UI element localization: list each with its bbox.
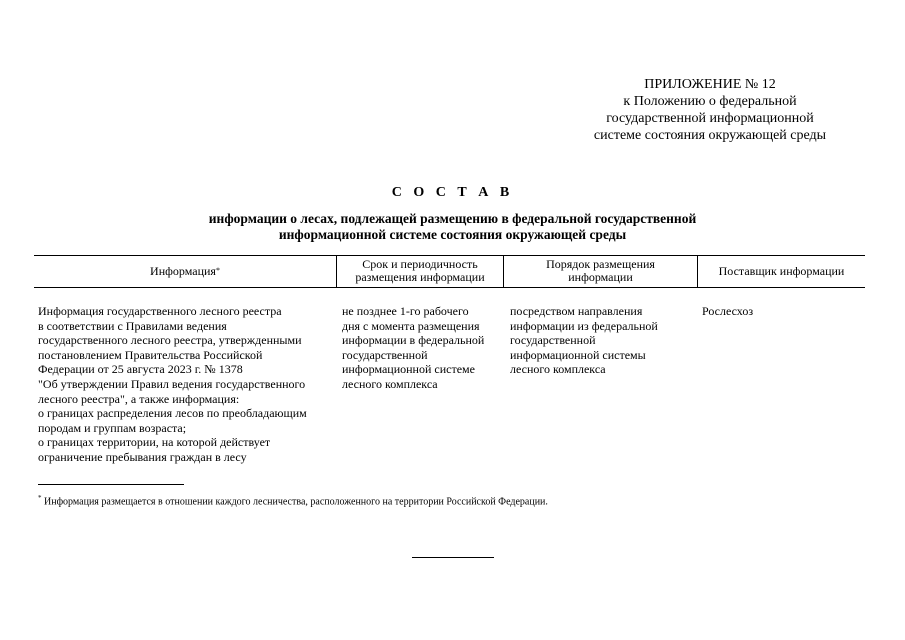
cell-info-line: ограничение пребывания граждан в лесу [38, 449, 247, 464]
header-supplier: Поставщик информации [718, 263, 845, 278]
cell-procedure-line: государственной [510, 333, 596, 348]
table-header-border [34, 287, 865, 288]
cell-period-line: не позднее 1-го рабочего [342, 304, 469, 318]
header-procedure [504, 255, 697, 287]
appendix-ref-line-2: государственной информационной [606, 111, 814, 126]
footnote-text: Информация размещается в отношении каждого лесничества, расположенного на территории Российской Федерации. [41, 496, 548, 508]
cell-period-line: государственной [342, 347, 428, 362]
appendix-ref-line-1: к Положению о федеральной [623, 94, 797, 109]
cell-info-line: лесного реестра", а также информация: [38, 391, 240, 406]
cell-period [342, 304, 484, 392]
header-period-line-1: Срок и периодичность [362, 257, 478, 271]
appendix-number: ПРИЛОЖЕНИЕ № 12 [644, 77, 776, 92]
header-procedure-line-1: Порядок размещения [546, 257, 655, 271]
cell-procedure-line: информационной системы [510, 347, 646, 362]
cell-procedure-line: посредством направления [510, 304, 643, 318]
cell-info-line: государственного лесного реестра, утвержденными [38, 333, 302, 348]
cell-info-line: постановлением Правительства Российской [38, 347, 263, 362]
cell-supplier: Рослесхоз [702, 304, 754, 318]
cell-info-line: Федерации от 25 августа 2023 г. № 1378 [38, 362, 243, 377]
header-info-label: Информация [150, 263, 216, 278]
footnote-marker: * [38, 494, 42, 502]
cell-info-line: о границах распределения лесов по преобладающим [38, 406, 307, 421]
cell-period-line: информационной системе [342, 362, 475, 377]
cell-info-line: породам и группам возраста; [38, 420, 187, 435]
end-separator [412, 557, 494, 558]
document-subtitle [0, 211, 905, 243]
cell-info-line: о границах территории, на которой действует [38, 435, 271, 450]
document-title: С О С Т А В [391, 185, 514, 200]
cell-info-line: Информация государственного лесного реестра [38, 304, 282, 318]
cell-procedure-line: лесного комплекса [510, 362, 606, 377]
appendix-ref-line-3: системе состояния окружающей среды [593, 128, 827, 143]
cell-info-line: "Об утверждении Правил ведения государственного [38, 376, 306, 391]
header-period-line-2: размещения информации [355, 270, 485, 284]
cell-procedure-line: информации из федеральной [510, 318, 658, 333]
cell-info [38, 304, 307, 465]
cell-procedure [510, 304, 658, 377]
cell-period-line: лесного комплекса [342, 376, 438, 391]
header-period [337, 255, 503, 287]
cell-info-line: в соответствии с Правилами ведения [38, 318, 227, 333]
header-procedure-line-2: информации [568, 270, 633, 284]
cell-period-line: информации в федеральной [342, 333, 485, 348]
footnote-separator [38, 484, 184, 485]
cell-period-line: дня с момента размещения [342, 318, 480, 333]
header-info: Информация * [150, 263, 220, 278]
subtitle-line-1: информации о лесах, подлежащей размещению в федеральной государственной [208, 211, 697, 226]
appendix-header [560, 76, 860, 144]
footnote [38, 494, 548, 507]
subtitle-line-2: информационной системе состояния окружающей среды [278, 227, 627, 242]
